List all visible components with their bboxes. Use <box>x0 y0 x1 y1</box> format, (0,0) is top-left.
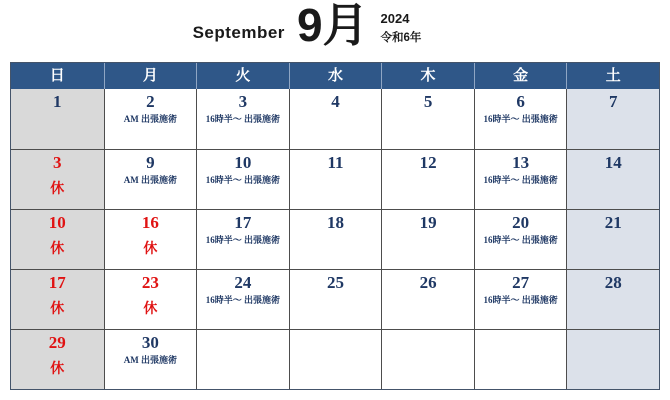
calendar-title <box>0 0 642 51</box>
calendar-cell <box>289 209 382 269</box>
calendar-cell <box>196 329 289 389</box>
schedule-note: 16時半～ 出張施術 <box>483 175 558 185</box>
date-number: 5 <box>423 92 433 111</box>
date-number: 24 <box>234 273 252 292</box>
date-number: 19 <box>419 213 437 232</box>
calendar-cell <box>104 209 197 269</box>
calendar-cell <box>289 149 382 209</box>
calendar-cell <box>289 329 382 389</box>
date-number: 13 <box>512 153 530 172</box>
schedule-note: 16時半～ 出張施術 <box>483 295 558 305</box>
date-number: 11 <box>327 153 344 172</box>
schedule-note: 16時半～ 出張施術 <box>205 295 281 305</box>
holiday-label: 休 <box>50 360 65 376</box>
era-label: 令和6年 <box>380 31 422 44</box>
weekday-header-wed: 水 <box>289 63 382 89</box>
calendar-cell <box>289 269 382 329</box>
calendar-cell <box>196 89 289 149</box>
date-number: 2 <box>146 92 155 111</box>
schedule-note: 16時半～ 出張施術 <box>205 235 281 245</box>
schedule-note: 16時半～ 出張施術 <box>483 235 558 245</box>
holiday-label: 休 <box>143 300 158 316</box>
month-name-japanese: 9月 <box>296 0 369 51</box>
calendar-cell <box>104 269 197 329</box>
weekday-header-sun: 日 <box>49 67 65 84</box>
date-number: 17 <box>48 273 66 292</box>
date-number: 14 <box>604 153 622 172</box>
calendar-cell <box>11 149 104 209</box>
date-number: 9 <box>146 153 155 172</box>
calendar-table <box>10 62 660 390</box>
calendar-cell <box>566 209 659 269</box>
calendar-cell <box>196 269 289 329</box>
holiday-label: 休 <box>143 240 158 256</box>
date-number: 3 <box>53 153 62 172</box>
year-block <box>381 11 422 45</box>
calendar-cell <box>11 329 104 389</box>
date-number: 10 <box>234 153 252 172</box>
date-number: 23 <box>141 273 159 292</box>
holiday-label: 休 <box>50 300 65 316</box>
calendar-cell <box>196 149 289 209</box>
weekday-header-sat: 土 <box>566 63 659 89</box>
calendar-cell <box>11 269 104 329</box>
calendar-body <box>11 89 659 389</box>
weekday-header-fri: 金 <box>474 63 567 89</box>
date-number: 1 <box>53 92 62 111</box>
date-number: 18 <box>326 213 344 232</box>
date-number: 25 <box>326 273 344 292</box>
calendar-cell <box>11 89 104 149</box>
calendar-cell <box>381 149 474 209</box>
calendar-cell <box>474 329 567 389</box>
date-number: 12 <box>419 153 437 172</box>
calendar-cell <box>474 89 567 149</box>
date-number: 3 <box>238 92 248 111</box>
weekday-header-row <box>11 63 659 89</box>
calendar-cell <box>381 329 474 389</box>
holiday-label: 休 <box>50 240 65 256</box>
schedule-note: AM 出張施術 <box>123 114 177 124</box>
date-number: 16 <box>141 213 159 232</box>
calendar-cell <box>11 209 104 269</box>
month-name-english: September <box>192 22 285 42</box>
calendar-cell <box>381 269 474 329</box>
schedule-note: 16時半～ 出張施術 <box>205 175 281 185</box>
weekday-header-mon: 月 <box>104 63 197 89</box>
calendar-cell <box>566 89 659 149</box>
schedule-note: 16時半～ 出張施術 <box>483 114 558 124</box>
date-number: 30 <box>141 333 159 352</box>
year-label: 2024 <box>380 10 410 26</box>
date-number: 26 <box>419 273 437 292</box>
schedule-note: 16時半～ 出張施術 <box>205 114 281 124</box>
date-number: 29 <box>48 333 66 352</box>
schedule-note: AM 出張施術 <box>123 175 177 185</box>
calendar-cell <box>566 149 659 209</box>
date-number: 28 <box>604 273 622 292</box>
date-number: 10 <box>48 213 66 232</box>
calendar-cell <box>381 209 474 269</box>
weekday-header-tue: 火 <box>196 63 289 89</box>
date-number: 21 <box>604 213 622 232</box>
calendar-cell <box>104 149 197 209</box>
date-number: 7 <box>608 92 618 111</box>
calendar-cell <box>104 89 197 149</box>
date-number: 27 <box>512 273 530 292</box>
date-number: 6 <box>516 92 525 111</box>
calendar-cell <box>474 209 567 269</box>
calendar-cell <box>474 269 567 329</box>
calendar-cell <box>566 269 659 329</box>
calendar-cell <box>566 329 659 389</box>
calendar-cell <box>104 329 197 389</box>
calendar-cell <box>381 89 474 149</box>
schedule-note: AM 出張施術 <box>123 355 177 365</box>
calendar-cell <box>474 149 567 209</box>
weekday-header-thu: 木 <box>381 63 474 89</box>
calendar-cell <box>289 89 382 149</box>
date-number: 17 <box>234 213 252 232</box>
date-number: 20 <box>512 213 530 232</box>
calendar-cell <box>196 209 289 269</box>
date-number: 4 <box>331 92 340 111</box>
holiday-label: 休 <box>50 180 65 196</box>
